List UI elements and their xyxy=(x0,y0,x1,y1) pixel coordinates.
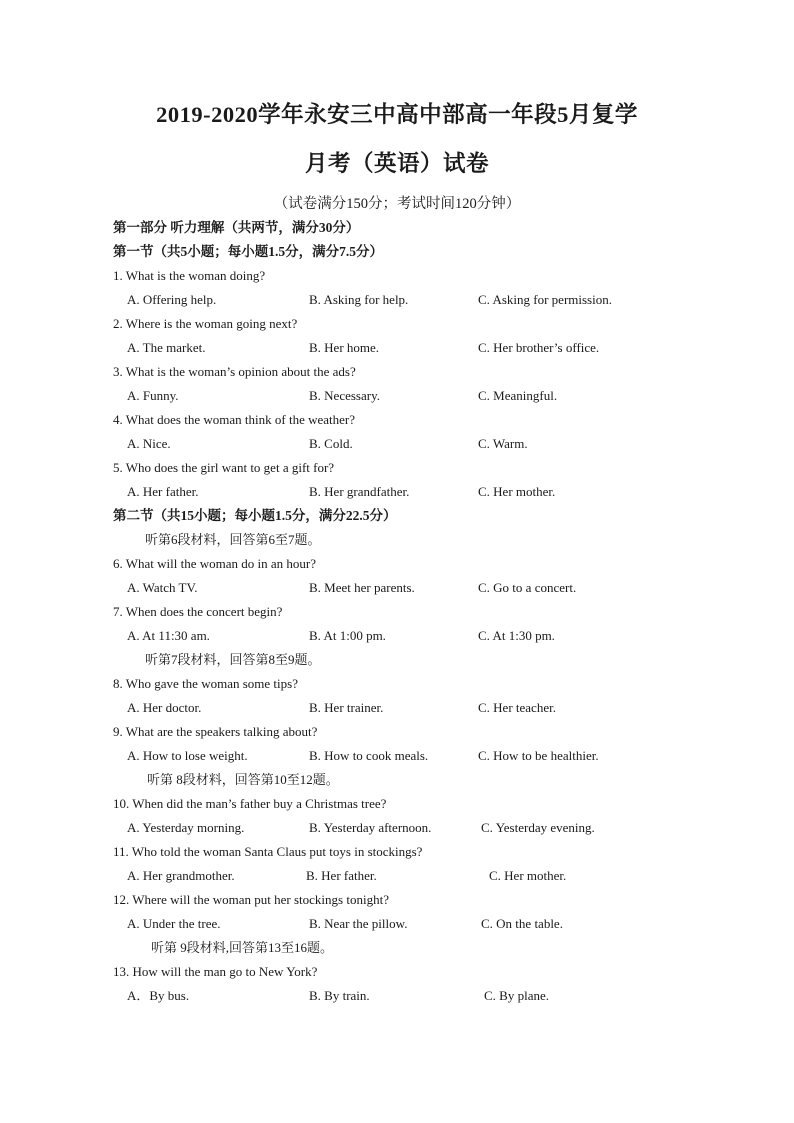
option-c[interactable]: C. Meaningful. xyxy=(478,388,558,403)
option-b[interactable]: B. Necessary. xyxy=(309,388,380,403)
instruction-q13-16-row xyxy=(0,936,794,960)
option-c[interactable]: C. Her mother. xyxy=(478,484,556,499)
option-a[interactable]: A. Her grandmother. xyxy=(127,868,235,883)
option-c[interactable]: C. Warm. xyxy=(478,436,528,451)
question-text: 3. What is the woman’s opinion about the ads? xyxy=(113,364,356,379)
question-5-options xyxy=(0,480,794,504)
question-text: 13. How will the man go to New York? xyxy=(113,964,318,979)
section2-heading-row xyxy=(0,504,794,528)
option-a[interactable]: A. Funny. xyxy=(127,388,179,403)
question-4-options xyxy=(0,432,794,456)
question-3 xyxy=(0,360,794,384)
question-1 xyxy=(0,264,794,288)
option-a[interactable]: A. Her father. xyxy=(127,484,199,499)
question-text: 1. What is the woman doing? xyxy=(113,268,266,283)
section1-heading: 第一节（共5小题；每小题1.5分，满分7.5分） xyxy=(113,244,383,259)
instruction-q10-12: 听第 8段材料，回答第10至12题。 xyxy=(147,772,339,787)
option-b[interactable]: B. Meet her parents. xyxy=(309,580,415,595)
option-a[interactable]: A. The market. xyxy=(127,340,206,355)
instruction-q8-9-row xyxy=(0,648,794,672)
part1-heading: 第一部分 听力理解（共两节，满分30分） xyxy=(113,220,360,235)
option-b[interactable]: B. At 1:00 pm. xyxy=(309,628,386,643)
question-13 xyxy=(0,960,794,984)
option-c[interactable]: C. On the table. xyxy=(481,916,563,931)
option-b[interactable]: B. Cold. xyxy=(309,436,353,451)
question-text: 5. Who does the girl want to get a gift for? xyxy=(113,460,335,475)
option-b[interactable]: B. Her trainer. xyxy=(309,700,384,715)
question-12-options xyxy=(0,912,794,936)
question-text: 4. What does the woman think of the weather? xyxy=(113,412,355,427)
instruction-q6-7: 听第6段材料，回答第6至7题。 xyxy=(145,532,321,547)
question-10 xyxy=(0,792,794,816)
option-c[interactable]: C. Her brother’s office. xyxy=(478,340,600,355)
question-8 xyxy=(0,672,794,696)
option-a[interactable]: A. Offering help. xyxy=(127,292,217,307)
question-text: 11. Who told the woman Santa Claus put toys in stockings? xyxy=(113,844,423,859)
question-11 xyxy=(0,840,794,864)
option-a[interactable]: A. How to lose weight. xyxy=(127,748,248,763)
question-13-options xyxy=(0,984,794,1008)
question-9 xyxy=(0,720,794,744)
instruction-q13-16: 听第 9段材料,回答第13至16题。 xyxy=(151,940,334,955)
option-c[interactable]: C. Go to a concert. xyxy=(478,580,577,595)
question-1-options xyxy=(0,288,794,312)
instruction-q10-12-row xyxy=(0,768,794,792)
question-4 xyxy=(0,408,794,432)
option-b[interactable]: B. Her father. xyxy=(306,868,377,883)
exam-subtitle: （试卷满分150分；考试时间120分钟） xyxy=(273,196,521,212)
option-a[interactable]: A．By bus. xyxy=(127,988,190,1003)
instruction-q6-7-row xyxy=(0,528,794,552)
option-b[interactable]: B. By train. xyxy=(309,988,370,1003)
question-11-options xyxy=(0,864,794,888)
option-a[interactable]: A. Her doctor. xyxy=(127,700,202,715)
section1-heading-row xyxy=(0,240,794,264)
option-a[interactable]: A. Nice. xyxy=(127,436,171,451)
option-b[interactable]: B. Near the pillow. xyxy=(309,916,408,931)
section2-heading: 第二节（共15小题；每小题1.5分，满分22.5分） xyxy=(113,508,397,523)
option-c[interactable]: C. Her mother. xyxy=(489,868,567,883)
question-2-options xyxy=(0,336,794,360)
option-b[interactable]: B. Asking for help. xyxy=(309,292,409,307)
option-b[interactable]: B. Her home. xyxy=(309,340,380,355)
instruction-q8-9: 听第7段材料，回答第8至9题。 xyxy=(145,652,321,667)
question-8-options xyxy=(0,696,794,720)
option-c[interactable]: C. Her teacher. xyxy=(478,700,556,715)
question-2 xyxy=(0,312,794,336)
option-a[interactable]: A. Watch TV. xyxy=(127,580,198,595)
option-b[interactable]: B. Yesterday afternoon. xyxy=(309,820,432,835)
question-6 xyxy=(0,552,794,576)
option-a[interactable]: A. Under the tree. xyxy=(127,916,221,931)
option-c[interactable]: C. Asking for permission. xyxy=(478,292,612,307)
option-c[interactable]: C. Yesterday evening. xyxy=(481,820,595,835)
question-text: 9. What are the speakers talking about? xyxy=(113,724,318,739)
option-b[interactable]: B. How to cook meals. xyxy=(309,748,429,763)
question-3-options xyxy=(0,384,794,408)
option-b[interactable]: B. Her grandfather. xyxy=(309,484,410,499)
exam-title-line1: 2019-2020学年永安三中高中部高一年段5月复学 xyxy=(156,102,638,127)
option-c[interactable]: C. How to be healthier. xyxy=(478,748,599,763)
question-12 xyxy=(0,888,794,912)
question-7-options xyxy=(0,624,794,648)
question-10-options xyxy=(0,816,794,840)
part1-heading-row xyxy=(0,216,794,240)
question-6-options xyxy=(0,576,794,600)
question-7 xyxy=(0,600,794,624)
option-c[interactable]: C. By plane. xyxy=(484,988,549,1003)
question-text: 2. Where is the woman going next? xyxy=(113,316,298,331)
option-a[interactable]: A. At 11:30 am. xyxy=(127,628,210,643)
question-text: 6. What will the woman do in an hour? xyxy=(113,556,317,571)
exam-title-line2: 月考（英语）试卷 xyxy=(304,151,489,176)
question-text: 8. Who gave the woman some tips? xyxy=(113,676,298,691)
question-9-options xyxy=(0,744,794,768)
question-text: 10. When did the man’s father buy a Christmas tree? xyxy=(113,796,387,811)
question-5 xyxy=(0,456,794,480)
option-a[interactable]: A. Yesterday morning. xyxy=(127,820,245,835)
question-text: 7. When does the concert begin? xyxy=(113,604,283,619)
question-text: 12. Where will the woman put her stockings tonight? xyxy=(113,892,389,907)
option-c[interactable]: C. At 1:30 pm. xyxy=(478,628,555,643)
